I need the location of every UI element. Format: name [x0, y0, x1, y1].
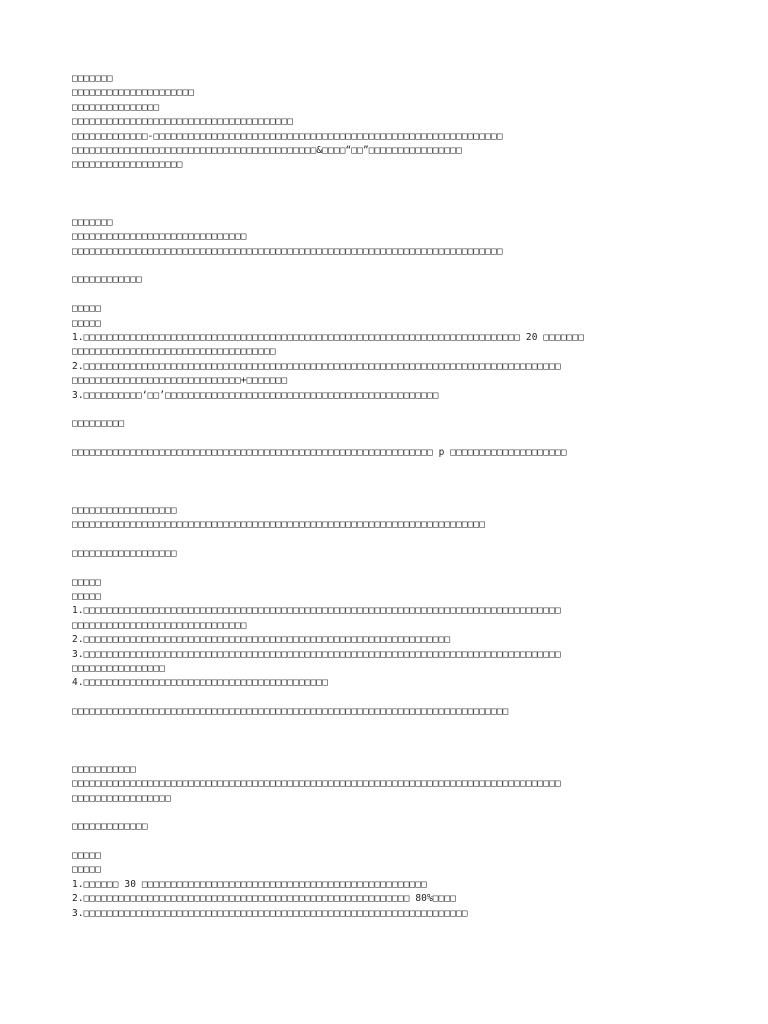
section-1-line: □□□□□□□□□□□□□□□□□□□□□□□□□□□□□□□□□□□□□□: [72, 116, 294, 128]
section-2-line: [72, 259, 712, 273]
section-2-heading: □□□□□□□: [72, 216, 113, 228]
blank-line: [72, 475, 712, 489]
section-2-label: □□□□□: [72, 317, 102, 329]
section-3-list-item: 2.□□□□□□□□□□□□□□□□□□□□□□□□□□□□□□□□□□□□□□□□□□□□□□□□□□□□□□□□□□□□□□□: [72, 634, 451, 646]
section-1-line: □□□□□□□□□□□□□□□□□□□: [72, 159, 183, 171]
section-3-line: [72, 691, 712, 705]
section-2-list-item-cont: □□□□□□□□□□□□□□□□□□□□□□□□□□□□□□□□□□□: [72, 346, 276, 358]
section-3-subheading: □□□□□□□□□□□□□□□□□□: [72, 547, 177, 559]
document-body: [72, 72, 712, 921]
section-4-line: [72, 806, 712, 820]
section-2-line: [72, 288, 712, 302]
section-2-list-item: 1.□□□□□□□□□□□□□□□□□□□□□□□□□□□□□□□□□□□□□□□□□□□□□□□□□□□□□□□□□□□□□□□□□□□□□□□□□□□ 20 □□□□□□□: [72, 332, 585, 344]
blank-line: [72, 202, 712, 216]
section-3-list-item: 1.□□□□□□□□□□□□□□□□□□□□□□□□□□□□□□□□□□□□□□□□□□□□□□□□□□□□□□□□□□□□□□□□□□□□□□□□□□□□□□□□□□: [72, 605, 561, 617]
blank-line: [72, 734, 712, 748]
section-2-paragraph: □□□□□□□□□□□□□□□□□□□□□□□□□□□□□□□□□□□□□□□□□□□□□□□□□□□□□□□□□□□□□□ p □□□□□□□□□□□□□□□□□□□□: [72, 447, 567, 459]
section-4-label: □□□□□: [72, 850, 102, 862]
section-1-line: □□□□□□□□□□□□□□□□□□□□□□□□□□□□□□□□□□□□□□□□□□&□□□□“□□”□□□□□□□□□□□□□□□□: [72, 144, 462, 156]
section-3-line: □□□□□□□□□□□□□□□□□□□□□□□□□□□□□□□□□□□□□□□□□□□□□□□□□□□□□□□□□□□□□□□□□□□□□□□: [72, 519, 486, 531]
section-4-line: □□□□□□□□□□□□□□□□□: [72, 792, 171, 804]
section-4-line: □□□□□□□□□□□□□□□□□□□□□□□□□□□□□□□□□□□□□□□□□□□□□□□□□□□□□□□□□□□□□□□□□□□□□□□□□□□□□□□□□□□□: [72, 778, 561, 790]
blank-line: [72, 173, 712, 187]
section-3-line: [72, 561, 712, 575]
section-3-label: □□□□□: [72, 576, 102, 588]
section-3-list-item: 3.□□□□□□□□□□□□□□□□□□□□□□□□□□□□□□□□□□□□□□□□□□□□□□□□□□□□□□□□□□□□□□□□□□□□□□□□□□□□□□□□□□: [72, 648, 561, 660]
section-2-subheading: □□□□□□□□□: [72, 418, 125, 430]
section-1-line: □□□□□□□□□□□□□-□□□□□□□□□□□□□□□□□□□□□□□□□□□□□□□□□□□□□□□□□□□□□□□□□□□□□□□□□□□□: [72, 130, 503, 142]
section-2-list-item-cont: □□□□□□□□□□□□□□□□□□□□□□□□□□□□□+□□□□□□□: [72, 375, 288, 387]
section-3-list-item-cont: □□□□□□□□□□□□□□□□□□□□□□□□□□□□□□: [72, 619, 247, 631]
section-3-list-item: 4.□□□□□□□□□□□□□□□□□□□□□□□□□□□□□□□□□□□□□□□□□□: [72, 677, 329, 689]
blank-line: [72, 489, 712, 503]
section-4: [72, 763, 712, 921]
blank-line: [72, 748, 712, 762]
section-3-list-item-cont: □□□□□□□□□□□□□□□□: [72, 663, 166, 675]
section-2-list-item: 2.□□□□□□□□□□□□□□□□□□□□□□□□□□□□□□□□□□□□□□□□□□□□□□□□□□□□□□□□□□□□□□□□□□□□□□□□□□□□□□□□□□: [72, 360, 561, 372]
section-2-list-item: 3.□□□□□□□□□□‘□□’□□□□□□□□□□□□□□□□□□□□□□□□□□□□□□□□□□□□□□□□□□□□□□□: [72, 389, 439, 401]
section-3-heading: □□□□□□□□□□□□□□□□□□: [72, 504, 177, 516]
section-2-line: [72, 403, 712, 417]
section-4-subheading: □□□□□□□□□□□□□: [72, 821, 148, 833]
section-1-line: □□□□□□□□□□□□□□□□□□□□□: [72, 87, 195, 99]
section-1-line: □□□□□□□□□□□□□□□: [72, 101, 160, 113]
section-2-line: □□□□□□□□□□□□□□□□□□□□□□□□□□□□□□□□□□□□□□□□□□□□□□□□□□□□□□□□□□□□□□□□□□□□□□□□□□: [72, 245, 503, 257]
section-4-line: [72, 835, 712, 849]
section-4-list-item: 1.□□□□□□ 30 □□□□□□□□□□□□□□□□□□□□□□□□□□□□□□□□□□□□□□□□□□□□□□□□□: [72, 878, 427, 890]
blank-line: [72, 461, 712, 475]
section-2-line: □□□□□□□□□□□□□□□□□□□□□□□□□□□□□□: [72, 231, 247, 243]
section-2: [72, 216, 712, 461]
section-1-heading: □□□□□□□: [72, 73, 113, 84]
section-4-heading: □□□□□□□□□□□: [72, 763, 137, 775]
section-4-list-item: 2.□□□□□□□□□□□□□□□□□□□□□□□□□□□□□□□□□□□□□□□□□□□□□□□□□□□□□□□□ 80%□□□□: [72, 893, 457, 905]
section-3-label: □□□□□: [72, 591, 102, 603]
section-3-line: [72, 533, 712, 547]
section-2-subheading: □□□□□□□□□□□□: [72, 274, 142, 286]
blank-line: [72, 187, 712, 201]
section-1: [72, 72, 712, 173]
section-2-label: □□□□□: [72, 303, 102, 315]
section-3: [72, 504, 712, 720]
section-4-list-item: 3.□□□□□□□□□□□□□□□□□□□□□□□□□□□□□□□□□□□□□□□□□□□□□□□□□□□□□□□□□□□□□□□□□□: [72, 907, 468, 919]
section-3-paragraph: □□□□□□□□□□□□□□□□□□□□□□□□□□□□□□□□□□□□□□□□□□□□□□□□□□□□□□□□□□□□□□□□□□□□□□□□□□□: [72, 706, 509, 718]
blank-line: [72, 720, 712, 734]
section-4-label: □□□□□: [72, 864, 102, 876]
section-2-line: [72, 432, 712, 446]
